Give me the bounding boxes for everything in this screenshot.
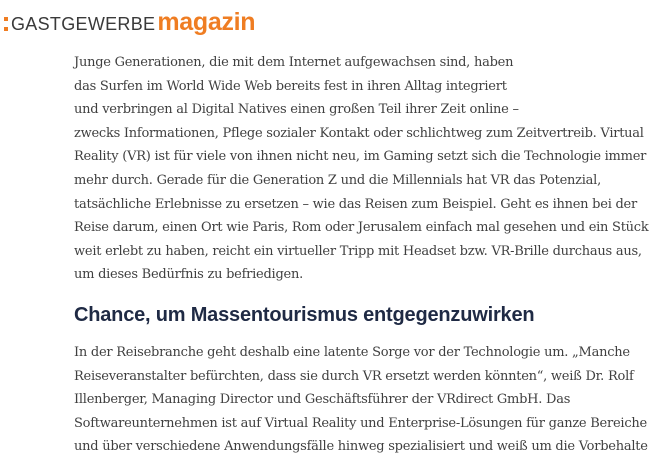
paragraph-line: weit erlebt zu haben, reicht ein virtueller Tripp mit Headset bzw. VR-Brille durchaus aus, xyxy=(74,243,642,259)
paragraph-line: Illenberger, Managing Director und Geschäftsführer der VRdirect GmbH. Das xyxy=(74,392,571,408)
section-heading: Chance, um Massentourismus entgegenzuwirken xyxy=(74,303,535,326)
logo-text-magazin: magazin xyxy=(157,7,256,36)
paragraph-line: und über verschiedene Anwendungsfälle hinweg spezialisiert und weiß um die Vorbehalte xyxy=(74,439,648,455)
site-header xyxy=(4,7,255,37)
paragraph-line: um dieses Bedürfnis zu befriedigen. xyxy=(74,267,303,283)
paragraph-line: Softwareunternehmen ist auf Virtual Reality und Enterprise-Lösungen für ganze Bereiche xyxy=(74,415,647,431)
paragraph-line: Junge Generationen, die mit dem Internet aufgewachsen sind, haben xyxy=(74,55,514,70)
paragraph-line: mehr durch. Gerade für die Generation Z und die Millennials hat VR das Potenzial, xyxy=(74,172,601,188)
paragraph-line: das Surfen im World Wide Web bereits fest in ihren Alltag integriert xyxy=(74,78,507,94)
article-paragraph-1 xyxy=(74,51,649,287)
logo-text-gastgewerbe: GASTGEWERBE xyxy=(11,13,156,34)
paragraph-line: und verbringen al Digital Natives einen großen Teil ihrer Zeit online – xyxy=(74,102,519,118)
article-paragraph-2 xyxy=(74,341,648,459)
paragraph-line: Reiseveranstalter befürchten, dass sie durch VR ersetzt werden könnten“, weiß Dr. Rolf xyxy=(74,368,634,384)
paragraph-line: In der Reisebranche geht deshalb eine latente Sorge vor der Technologie um. „Manche xyxy=(74,344,630,360)
logo-mark-icon xyxy=(4,17,8,31)
paragraph-line: Reise darum, einen Ort wie Paris, Rom oder Jerusalem einfach mal gesehen und ein Stück xyxy=(74,220,649,236)
site-logo[interactable] xyxy=(4,8,255,37)
paragraph-line: zwecks Informationen, Pflege sozialer Kontakt oder schlichtweg zum Zeitvertreib. Virtual xyxy=(74,125,644,141)
paragraph-line: Reality (VR) ist für viele von ihnen nicht neu, im Gaming setzt sich die Technologie immer xyxy=(74,149,647,165)
paragraph-line: tatsächliche Erlebnisse zu ersetzen – wie das Reisen zum Beispiel. Geht es ihnen bei der xyxy=(74,196,637,212)
article-body xyxy=(74,51,649,459)
